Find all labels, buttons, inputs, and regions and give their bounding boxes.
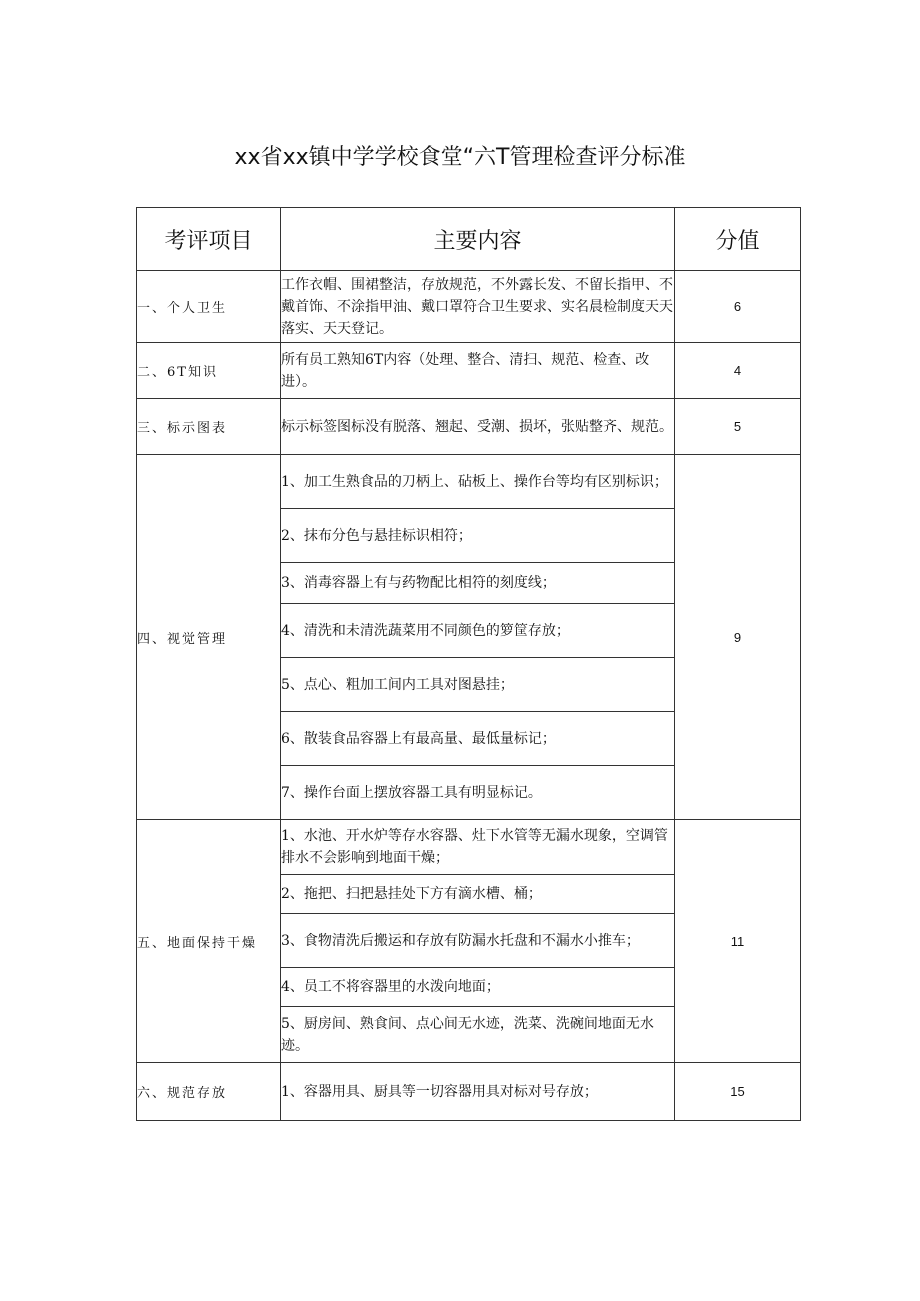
table-row	[137, 820, 801, 875]
table-row	[137, 343, 801, 399]
table-row	[137, 399, 801, 455]
content-cell: 1、容器用具、厨具等一切容器用具对标对号存放；	[281, 1063, 675, 1121]
category-cell: 三、标示图表	[137, 399, 281, 455]
category-cell: 四、视觉管理	[137, 455, 281, 820]
content-cell: 3、消毒容器上有与药物配比相符的刻度线；	[281, 563, 675, 604]
table-row	[137, 1063, 801, 1121]
category-cell: 五、地面保持干燥	[137, 820, 281, 1063]
content-cell: 工作衣帽、围裙整洁，存放规范，不外露长发、不留长指甲、不戴首饰、不涂指甲油、戴口罩符合卫生要求、实名晨检制度天天落实、天天登记。	[281, 271, 675, 343]
content-cell: 4、员工不将容器里的水泼向地面；	[281, 968, 675, 1007]
content-cell: 3、食物清洗后搬运和存放有防漏水托盘和不漏水小推车；	[281, 914, 675, 968]
category-cell: 六、规范存放	[137, 1063, 281, 1121]
header-row	[137, 208, 801, 271]
category-cell: 二、6T知识	[137, 343, 281, 399]
score-cell: 9	[675, 455, 801, 820]
page-title: xx省xx镇中学学校食堂“六T管理检查评分标准	[234, 145, 686, 170]
content-cell: 1、加工生熟食品的刀柄上、砧板上、操作台等均有区别标识；	[281, 455, 675, 509]
content-cell: 1、水池、开水炉等存水容器、灶下水管等无漏水现象，空调管排水不会影响到地面干燥；	[281, 820, 675, 875]
score-cell: 15	[675, 1063, 801, 1121]
content-cell: 标示标签图标没有脱落、翘起、受潮、损坏，张贴整齐、规范。	[281, 399, 675, 455]
content-cell: 2、拖把、扫把悬挂处下方有滴水槽、桶；	[281, 875, 675, 914]
table-row	[137, 271, 801, 343]
score-cell: 6	[675, 271, 801, 343]
content-cell: 7、操作台面上摆放容器工具有明显标记。	[281, 766, 675, 820]
content-cell: 5、点心、粗加工间内工具对图悬挂；	[281, 658, 675, 712]
content-cell: 2、抹布分色与悬挂标识相符；	[281, 509, 675, 563]
score-cell: 5	[675, 399, 801, 455]
category-cell: 一、个人卫生	[137, 271, 281, 343]
score-cell: 4	[675, 343, 801, 399]
content-cell: 所有员工熟知6T内容（处理、整合、清扫、规范、检查、改进）。	[281, 343, 675, 399]
table-row	[137, 455, 801, 509]
score-cell: 11	[675, 820, 801, 1063]
score-table	[136, 207, 801, 1121]
header-category: 考评项目	[137, 208, 281, 271]
header-score: 分值	[675, 208, 801, 271]
content-cell: 6、散装食品容器上有最高量、最低量标记；	[281, 712, 675, 766]
content-cell: 4、清洗和未清洗蔬菜用不同颜色的箩筐存放；	[281, 604, 675, 658]
header-content: 主要内容	[281, 208, 675, 271]
content-cell: 5、厨房间、熟食间、点心间无水迹，洗菜、洗碗间地面无水迹。	[281, 1007, 675, 1063]
